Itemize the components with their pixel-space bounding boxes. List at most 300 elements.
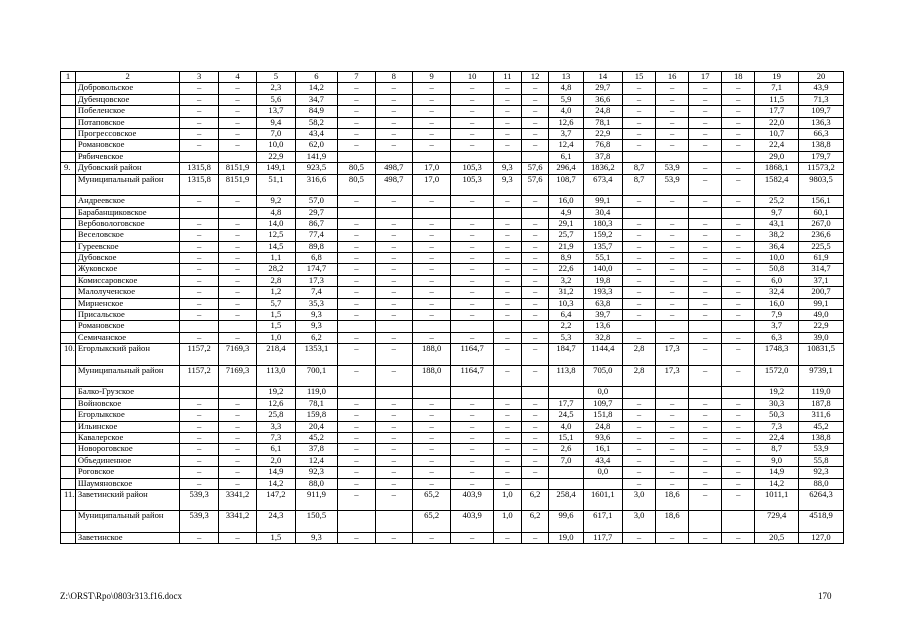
table-row [61,230,844,241]
value-cell: – [623,432,656,443]
value-cell: 13,7 [257,106,295,117]
value-cell: – [338,298,375,309]
value-cell: 7,9 [755,310,799,321]
value-cell: – [338,365,375,387]
value-cell: – [521,140,549,151]
value-cell: – [521,230,549,241]
row-number-cell [61,287,76,298]
value-cell: 6,4 [549,310,583,321]
value-cell: 1836,2 [583,163,622,174]
value-cell: – [493,365,521,387]
value-cell: – [451,287,494,298]
value-cell: – [493,287,521,298]
name-cell: Веселовское [75,230,180,241]
value-cell: 539,3 [180,489,218,511]
value-cell: – [218,444,256,455]
value-cell: – [375,128,412,139]
value-cell: 2,8 [257,275,295,286]
value-cell [218,207,256,218]
value-cell: 45,2 [799,421,844,432]
value-cell: – [689,128,722,139]
value-cell: 12,6 [549,117,583,128]
value-cell: – [451,455,494,466]
value-cell [521,387,549,398]
value-cell: 55,1 [583,253,622,264]
row-number-cell [61,174,76,196]
value-cell [722,207,755,218]
value-cell: 10,7 [755,128,799,139]
table-row [61,196,844,207]
value-cell [521,478,549,489]
value-cell: – [180,298,218,309]
value-cell: – [451,467,494,478]
value-cell: 4,9 [549,207,583,218]
table-row [61,94,844,105]
value-cell: 1,0 [493,489,521,511]
value-cell: – [722,218,755,229]
value-cell: 80,5 [338,163,375,174]
value-cell: – [623,310,656,321]
value-cell: – [722,344,755,366]
value-cell [722,321,755,332]
name-cell: Семичанское [75,332,180,343]
value-cell: 105,3 [451,174,494,196]
value-cell: – [375,421,412,432]
value-cell: – [375,83,412,94]
value-cell: 8,7 [755,444,799,455]
value-cell: – [656,241,689,252]
name-cell: Балко-Грузское [75,387,180,398]
name-cell: Романовское [75,140,180,151]
value-cell: 4,0 [549,421,583,432]
value-cell: 57,0 [295,196,338,207]
value-cell: – [722,174,755,196]
value-cell: – [722,264,755,275]
value-cell: 71,3 [799,94,844,105]
value-cell: 30,3 [755,398,799,409]
value-cell: – [722,163,755,174]
value-cell [375,151,412,162]
row-number-cell [61,511,76,533]
value-cell: 3,3 [257,421,295,432]
value-cell: – [493,140,521,151]
value-cell: 25,7 [549,230,583,241]
table-row [61,275,844,286]
value-cell [375,207,412,218]
value-cell [338,207,375,218]
value-cell: 3,7 [755,321,799,332]
value-cell [493,151,521,162]
value-cell: – [338,140,375,151]
value-cell: – [180,94,218,105]
value-cell: 1353,1 [295,344,338,366]
value-cell: – [722,106,755,117]
value-cell: 7,0 [257,128,295,139]
name-cell: Роговское [75,467,180,478]
value-cell: – [375,365,412,387]
name-cell: Войновское [75,398,180,409]
value-cell: – [412,455,450,466]
value-cell: 29,0 [755,151,799,162]
value-cell: – [218,275,256,286]
header-cell: 7 [338,72,375,83]
table-row [61,489,844,511]
value-cell: – [623,444,656,455]
value-cell: 80,5 [338,174,375,196]
value-cell: – [451,241,494,252]
value-cell: 78,1 [583,117,622,128]
name-cell: Егорлыкское [75,410,180,421]
value-cell: – [689,241,722,252]
value-cell: 51,1 [257,174,295,196]
value-cell: – [180,196,218,207]
value-cell: – [180,332,218,343]
value-cell: – [218,432,256,443]
value-cell: – [493,478,521,489]
value-cell: 43,9 [799,83,844,94]
header-cell: 5 [257,72,295,83]
value-cell: 3,0 [623,489,656,511]
value-cell: – [722,140,755,151]
value-cell: 50,8 [755,264,799,275]
name-cell: Рябичевское [75,151,180,162]
name-cell: Егорлыкский район [75,344,180,366]
value-cell: – [412,421,450,432]
value-cell: – [656,128,689,139]
value-cell: 200,7 [799,287,844,298]
value-cell: – [689,94,722,105]
table-row [61,218,844,229]
value-cell: – [375,489,412,511]
value-cell: – [493,344,521,366]
row-number-cell [61,478,76,489]
value-cell: 9739,1 [799,365,844,387]
value-cell: – [180,275,218,286]
value-cell: – [623,218,656,229]
value-cell: – [493,467,521,478]
value-cell: 77,4 [295,230,338,241]
value-cell: – [180,264,218,275]
table-row [61,533,844,544]
value-cell: – [521,117,549,128]
value-cell: – [722,287,755,298]
value-cell: 10,3 [549,298,583,309]
value-cell: 109,7 [583,398,622,409]
value-cell: – [180,106,218,117]
value-cell: 267,0 [799,218,844,229]
value-cell: 63,8 [583,298,622,309]
value-cell [451,207,494,218]
name-cell: Мирненское [75,298,180,309]
value-cell: 138,8 [799,432,844,443]
value-cell: – [493,117,521,128]
value-cell: – [218,298,256,309]
value-cell: 1,5 [257,310,295,321]
table-row [61,344,844,366]
value-cell: – [218,94,256,105]
value-cell: – [412,310,450,321]
header-cell: 10 [451,72,494,83]
value-cell: – [521,196,549,207]
row-number-cell [61,533,76,544]
value-cell: 729,4 [755,511,799,533]
row-number-cell [61,332,76,343]
value-cell: – [689,478,722,489]
name-cell: Побеленское [75,106,180,117]
table-row [61,321,844,332]
value-cell: – [180,421,218,432]
value-cell: – [521,128,549,139]
value-cell: – [521,264,549,275]
value-cell [375,511,412,533]
value-cell: – [493,196,521,207]
value-cell: 7,3 [257,432,295,443]
value-cell: – [722,332,755,343]
value-cell: – [451,117,494,128]
value-cell: – [689,140,722,151]
row-number-cell [61,421,76,432]
value-cell: – [623,241,656,252]
value-cell: – [656,298,689,309]
value-cell [412,321,450,332]
value-cell: – [180,398,218,409]
value-cell [689,151,722,162]
value-cell: – [412,230,450,241]
value-cell: – [412,298,450,309]
value-cell: – [338,241,375,252]
row-number-cell [61,387,76,398]
value-cell: 99,6 [549,511,583,533]
table-row [61,140,844,151]
header-cell: 20 [799,72,844,83]
value-cell: – [375,332,412,343]
value-cell: – [375,140,412,151]
value-cell: – [656,275,689,286]
value-cell: 53,9 [656,163,689,174]
value-cell: – [689,410,722,421]
page-number: 170 [818,591,832,601]
value-cell [656,321,689,332]
value-cell: – [656,230,689,241]
value-cell: 188,0 [412,365,450,387]
value-cell [656,207,689,218]
value-cell [623,321,656,332]
value-cell: – [623,398,656,409]
value-cell: 187,8 [799,398,844,409]
value-cell: – [180,241,218,252]
value-cell: 58,2 [295,117,338,128]
value-cell: – [375,533,412,544]
value-cell: – [722,83,755,94]
value-cell: 18,6 [656,489,689,511]
value-cell: – [722,310,755,321]
value-cell: 498,7 [375,174,412,196]
value-cell: – [722,253,755,264]
header-cell: 9 [412,72,450,83]
name-cell: Гуреевское [75,241,180,252]
table-row [61,264,844,275]
value-cell: – [180,432,218,443]
value-cell: – [689,421,722,432]
value-cell: – [689,398,722,409]
table-row [61,455,844,466]
row-number-cell [61,398,76,409]
value-cell: – [521,398,549,409]
value-cell: – [338,421,375,432]
table-row [61,253,844,264]
value-cell: 151,8 [583,410,622,421]
table-row [61,174,844,196]
value-cell: 6,8 [295,253,338,264]
value-cell: – [493,128,521,139]
value-cell: 99,1 [583,196,622,207]
value-cell: 1572,0 [755,365,799,387]
value-cell: – [623,421,656,432]
value-cell: – [412,444,450,455]
row-number-cell [61,218,76,229]
value-cell: 0,0 [583,467,622,478]
value-cell: 36,6 [583,94,622,105]
value-cell: 119,0 [799,387,844,398]
value-cell: – [451,218,494,229]
value-cell: 6264,3 [799,489,844,511]
value-cell: 498,7 [375,163,412,174]
value-cell: 6,1 [257,444,295,455]
value-cell: – [412,332,450,343]
value-cell: – [656,432,689,443]
value-cell: 21,9 [549,241,583,252]
value-cell: 1582,4 [755,174,799,196]
name-cell: Прогрессовское [75,128,180,139]
value-cell: – [375,253,412,264]
value-cell: 179,7 [799,151,844,162]
name-cell: Заветинское [75,533,180,544]
value-cell: 3,0 [623,511,656,533]
value-cell: – [521,432,549,443]
value-cell: 29,7 [583,83,622,94]
value-cell: 43,1 [755,218,799,229]
table-row [61,511,844,533]
value-cell: 3,7 [549,128,583,139]
value-cell: – [493,106,521,117]
value-cell: – [521,344,549,366]
value-cell: 1157,2 [180,365,218,387]
value-cell: – [689,310,722,321]
value-cell: 193,3 [583,287,622,298]
value-cell [689,321,722,332]
value-cell: – [375,94,412,105]
value-cell: 1315,8 [180,163,218,174]
value-cell: 32,4 [755,287,799,298]
value-cell: 539,3 [180,511,218,533]
value-cell [656,151,689,162]
table-row [61,241,844,252]
value-cell: – [338,467,375,478]
value-cell: 923,5 [295,163,338,174]
value-cell: 14,2 [295,83,338,94]
value-cell: – [656,253,689,264]
header-cell: 19 [755,72,799,83]
value-cell: 9,3 [493,163,521,174]
value-cell: 14,9 [257,467,295,478]
value-cell: 39,7 [583,310,622,321]
value-cell: – [722,117,755,128]
value-cell: – [338,332,375,343]
value-cell: 11,5 [755,94,799,105]
value-cell: – [338,444,375,455]
value-cell: – [722,365,755,387]
table-row [61,117,844,128]
value-cell: – [338,275,375,286]
value-cell: 19,2 [257,387,295,398]
value-cell: – [623,275,656,286]
value-cell: – [623,117,656,128]
value-cell [549,387,583,398]
value-cell: 17,7 [755,106,799,117]
value-cell: 22,9 [799,321,844,332]
row-number-cell [61,196,76,207]
value-cell: – [338,106,375,117]
name-cell: Потаповское [75,117,180,128]
value-cell: – [412,478,450,489]
value-cell: 1,5 [257,321,295,332]
value-cell: 236,6 [799,230,844,241]
value-cell: 22,0 [755,117,799,128]
value-cell: 673,4 [583,174,622,196]
value-cell: 1,5 [257,533,295,544]
row-number-cell [61,455,76,466]
value-cell: – [375,287,412,298]
value-cell: – [656,398,689,409]
table-row [61,410,844,421]
value-cell: – [521,106,549,117]
value-cell: 29,7 [295,207,338,218]
value-cell: 18,6 [656,511,689,533]
value-cell: 4,8 [549,83,583,94]
value-cell: – [218,83,256,94]
value-cell: 6,0 [755,275,799,286]
value-cell: – [451,94,494,105]
value-cell: 17,7 [549,398,583,409]
value-cell: 4,8 [257,207,295,218]
value-cell: – [412,398,450,409]
value-cell: 49,0 [799,310,844,321]
value-cell: 29,1 [549,218,583,229]
value-cell: 60,1 [799,207,844,218]
value-cell: 316,6 [295,174,338,196]
value-cell: 127,0 [799,533,844,544]
value-cell: – [451,196,494,207]
value-cell: 188,0 [412,344,450,366]
value-cell: 50,3 [755,410,799,421]
table-header-row [61,72,844,83]
value-cell: – [689,455,722,466]
value-cell: 6,1 [549,151,583,162]
value-cell: – [689,83,722,94]
value-cell: 2,8 [623,344,656,366]
value-cell: – [412,287,450,298]
value-cell: – [656,264,689,275]
value-cell: – [338,410,375,421]
name-cell: Новороговское [75,444,180,455]
value-cell: 1,0 [493,511,521,533]
value-cell: – [623,332,656,343]
value-cell: – [451,298,494,309]
value-cell: 30,4 [583,207,622,218]
value-cell: – [375,298,412,309]
value-cell: 1748,3 [755,344,799,366]
value-cell [180,321,218,332]
